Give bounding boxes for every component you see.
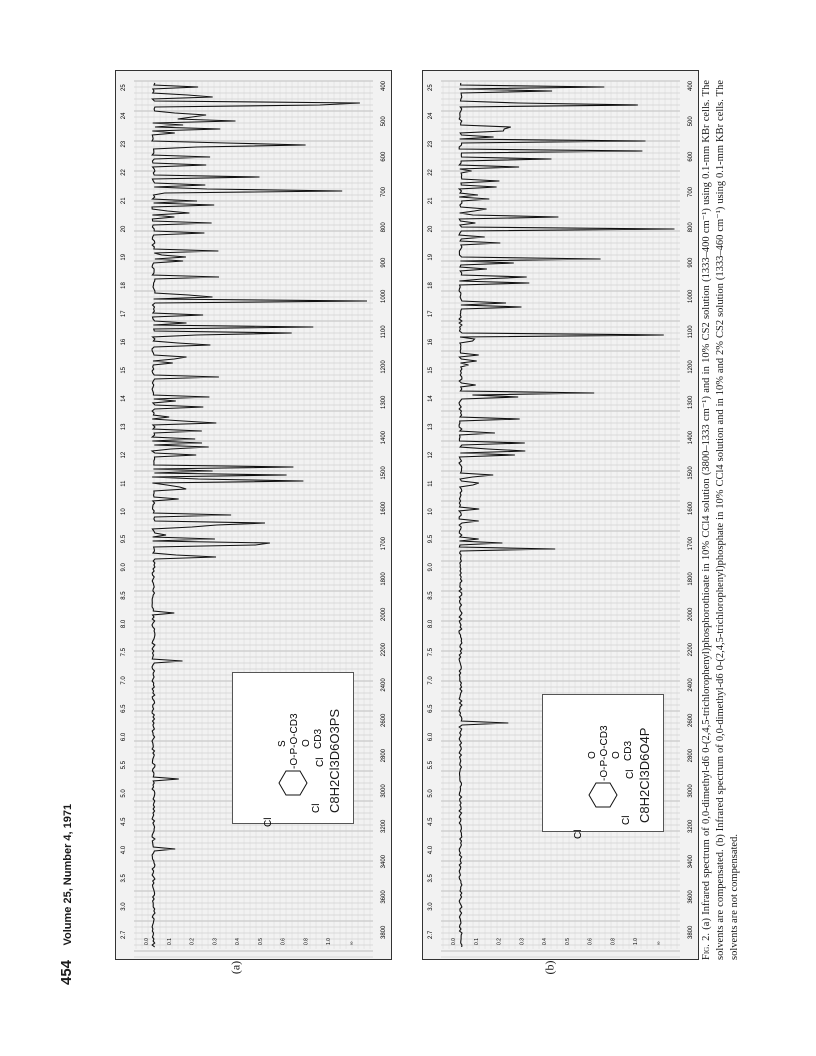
- absorbance-tick: 0.3: [519, 938, 526, 945]
- wavenumber-tick: 400: [381, 80, 387, 91]
- wavenumber-tick: 900: [381, 257, 387, 268]
- wavenumber-tick: 1700: [688, 536, 694, 551]
- wavenumber-tick: 3000: [381, 784, 387, 798]
- wavelength-tick: 7.5: [428, 647, 434, 657]
- wavenumber-tick: 2400: [688, 678, 694, 692]
- wavenumber-tick: 2800: [688, 748, 694, 763]
- wavelength-tick: 15: [428, 366, 434, 374]
- spectrum-a-plot: [116, 71, 391, 959]
- absorbance-tick: 0.3: [212, 938, 219, 945]
- wavelength-tick: 16: [121, 338, 127, 346]
- wavenumber-tick: 700: [688, 186, 694, 197]
- wavenumber-tick: 1500: [688, 466, 694, 480]
- wavenumber-tick: 2800: [381, 748, 387, 763]
- wavelength-tick: 22: [428, 169, 434, 176]
- absorbance-tick: 1.0: [326, 938, 333, 945]
- wavelength-tick: 6.5: [121, 704, 127, 713]
- wavelength-tick: 4.5: [428, 817, 434, 826]
- wavelength-tick: 10: [121, 508, 127, 515]
- panel-label-a: (a): [228, 960, 243, 975]
- absorbance-tick: 0.1: [166, 938, 173, 945]
- absorbance-tick: ∞: [349, 941, 355, 945]
- absorbance-tick: 0.6: [587, 938, 594, 945]
- wavelength-tick: 6.0: [428, 732, 434, 742]
- wavelength-tick: 14: [121, 395, 127, 402]
- wavenumber-tick: 900: [688, 257, 694, 268]
- wavenumber-tick: 3800: [381, 925, 387, 939]
- wavelength-tick: 25: [121, 84, 127, 91]
- wavenumber-tick: 400: [688, 80, 694, 91]
- wavelength-tick: 4.0: [428, 845, 434, 855]
- wavelength-tick: 6.0: [121, 732, 127, 742]
- wavenumber-tick: 2200: [688, 642, 694, 657]
- absorbance-tick: 0.5: [257, 938, 264, 945]
- wavelength-tick: 3.5: [428, 874, 434, 883]
- wavelength-tick: 13: [428, 423, 434, 431]
- page-footer: [58, 745, 80, 985]
- wavelength-tick: 3.5: [121, 874, 127, 883]
- s-label: S: [277, 740, 288, 747]
- wavenumber-tick: 1800: [381, 572, 387, 586]
- wavenumber-tick: 3600: [688, 890, 694, 904]
- wavelength-tick: 9.0: [428, 563, 434, 572]
- wavelength-tick: 17: [121, 310, 127, 318]
- absorbance-tick: 0.4: [235, 938, 242, 945]
- wavenumber-tick: 1700: [381, 536, 387, 551]
- wavelength-tick: 23: [121, 140, 127, 148]
- wavelength-tick: 9.0: [121, 563, 127, 572]
- wavenumber-tick: 1400: [381, 430, 387, 445]
- formula-b: C8H2Cl3D6O4P: [637, 727, 652, 823]
- absorbance-tick: 0.5: [564, 938, 571, 945]
- page-number: 454: [58, 959, 75, 985]
- wavenumber-tick: 1600: [381, 501, 387, 515]
- wavelength-tick: 2.7: [428, 930, 434, 939]
- wavelength-tick: 12: [121, 451, 127, 459]
- wavelength-tick: 4.0: [121, 845, 127, 855]
- wavenumber-tick: 1800: [688, 572, 694, 586]
- wavelength-tick: 21: [428, 197, 434, 205]
- wavenumber-tick: 3200: [688, 819, 694, 833]
- wavenumber-tick: 1500: [381, 466, 387, 480]
- absorbance-tick: 0.2: [496, 938, 503, 945]
- wavelength-tick: 3.0: [428, 902, 434, 911]
- wavelength-tick: 23: [428, 140, 434, 148]
- o-label: O: [301, 739, 312, 747]
- wavelength-tick: 7.0: [428, 676, 434, 685]
- wavelength-tick: 3.0: [121, 902, 127, 911]
- wavelength-tick: 5.5: [428, 761, 434, 770]
- wavelength-tick: 11: [121, 480, 127, 487]
- wavelength-tick: 12: [428, 451, 434, 459]
- wavelength-tick: 10: [428, 508, 434, 515]
- wavenumber-tick: 1300: [381, 395, 387, 409]
- caption-text: (a) Infrared spectrum of 0,0-dimethyl-d6 0-(2,4,5-trichlorophenyl)phosphorothioate in 10% CCl4 solution (3800–1333 cm⁻¹) and in 10% CS2 solution (1333–400 cm⁻¹) using 0.1-mm KBr cells. The solvents are compensated. (b) Infrared spectrum of 0,0-dimethyl-d6 0-(2,4,5-trichlorophenyl)phosphate in 10% CCl4 solution and in 10% and 2% CS2 solution (1333–460 cm⁻¹) using 0.1-mm KBr cells. The solvents are not compensated.: [701, 79, 740, 960]
- wavenumber-tick: 600: [688, 151, 694, 162]
- wavelength-tick: 24: [428, 112, 434, 120]
- cl-label-1: Cl: [573, 829, 584, 839]
- wavenumber-tick: 3800: [688, 925, 694, 939]
- wavelength-tick: 16: [428, 338, 434, 346]
- absorbance-tick: 0.0: [451, 938, 457, 945]
- wavenumber-tick: 2600: [381, 713, 387, 727]
- wavelength-tick: 20: [121, 225, 127, 233]
- wavenumber-tick: 1100: [381, 325, 387, 339]
- absorbance-tick: 0.2: [189, 938, 196, 945]
- wavelength-tick: 8.0: [428, 619, 434, 629]
- wavenumber-tick: 600: [381, 151, 387, 162]
- wavenumber-tick: 3600: [381, 890, 387, 904]
- wavenumber-tick: 2000: [381, 607, 387, 621]
- wavelength-tick: 25: [428, 84, 434, 91]
- wavelength-tick: 24: [121, 112, 127, 120]
- structure-box-a: [232, 672, 354, 827]
- wavenumber-tick: 500: [381, 116, 387, 127]
- wavelength-tick: 6.5: [428, 704, 434, 713]
- cl-label-2: Cl: [311, 803, 322, 813]
- absorbance-tick: 0.8: [303, 938, 310, 945]
- wavelength-tick: 7.0: [121, 676, 127, 685]
- wavenumber-tick: 3200: [381, 819, 387, 833]
- wavenumber-tick: 500: [688, 116, 694, 127]
- absorbance-tick: 0.1: [473, 938, 480, 945]
- wavenumber-tick: 1000: [381, 289, 387, 303]
- wavelength-tick: 9.5: [428, 534, 434, 544]
- figure-caption: [700, 80, 756, 960]
- wavenumber-tick: 1100: [688, 325, 694, 339]
- wavelength-tick: 15: [121, 366, 127, 374]
- absorbance-tick: 0.0: [144, 938, 150, 945]
- wavelength-tick: 21: [121, 197, 127, 205]
- wavelength-tick: 9.5: [121, 534, 127, 544]
- wavelength-tick: 11: [428, 480, 434, 487]
- wavenumber-tick: 1400: [688, 430, 694, 445]
- wavelength-tick: 14: [428, 395, 434, 402]
- caption-prefix: Fig. 2.: [701, 933, 712, 960]
- chain-label: -O-P-O-CD3: [289, 713, 300, 769]
- wavelength-tick: 19: [121, 253, 127, 261]
- wavelength-tick: 19: [428, 253, 434, 261]
- o-label: O: [611, 751, 622, 759]
- cl-label-2: Cl: [621, 815, 632, 825]
- absorbance-tick: 1.0: [633, 938, 640, 945]
- wavenumber-tick: 1200: [688, 360, 694, 374]
- wavenumber-tick: 2400: [381, 678, 387, 692]
- wavelength-tick: 13: [121, 423, 127, 431]
- absorbance-tick: 0.4: [542, 938, 549, 945]
- absorbance-tick: 0.6: [280, 938, 287, 945]
- wavelength-tick: 20: [428, 225, 434, 233]
- panel-label-b: (b): [542, 960, 557, 975]
- wavelength-tick: 22: [121, 169, 127, 176]
- wavelength-tick: 18: [121, 282, 127, 289]
- wavelength-tick: 7.5: [121, 647, 127, 657]
- wavenumber-tick: 2600: [688, 713, 694, 727]
- absorbance-tick: ∞: [656, 941, 662, 945]
- wavenumber-tick: 800: [381, 222, 387, 233]
- cd3-label: CD3: [313, 728, 324, 749]
- wavelength-tick: 5.0: [121, 789, 127, 798]
- cl-label-1: Cl: [263, 817, 274, 827]
- wavenumber-tick: 700: [381, 186, 387, 197]
- spectrum-panel-a: [115, 70, 392, 960]
- wavelength-tick: 8.5: [428, 591, 434, 600]
- cl-label-3: Cl: [625, 769, 636, 779]
- wavelength-tick: 17: [428, 310, 434, 318]
- wavelength-tick: 4.5: [121, 817, 127, 826]
- wavelength-tick: 2.7: [121, 930, 127, 939]
- wavenumber-tick: 1000: [688, 289, 694, 303]
- o-top-label: O: [587, 751, 598, 759]
- wavenumber-tick: 2200: [381, 642, 387, 657]
- wavelength-tick: 5.5: [121, 761, 127, 770]
- wavelength-tick: 18: [428, 282, 434, 289]
- wavenumber-tick: 1600: [688, 501, 694, 515]
- wavelength-tick: 8.0: [121, 619, 127, 629]
- wavenumber-tick: 1200: [381, 360, 387, 374]
- journal-issue: Volume 25, Number 4, 1971: [62, 803, 74, 946]
- structure-box-b: [542, 694, 664, 839]
- wavenumber-tick: 3400: [688, 854, 694, 869]
- chain-label: -O-P-O-CD3: [599, 725, 610, 781]
- absorbance-tick: 0.8: [610, 938, 617, 945]
- cl-label-3: Cl: [315, 757, 326, 767]
- wavenumber-tick: 2000: [688, 607, 694, 621]
- cd3-label: CD3: [623, 740, 634, 761]
- formula-a: C8H2Cl3D6O3PS: [327, 708, 342, 813]
- wavelength-tick: 5.0: [428, 789, 434, 798]
- wavenumber-tick: 3400: [381, 854, 387, 869]
- wavenumber-tick: 1300: [688, 395, 694, 409]
- wavenumber-tick: 800: [688, 222, 694, 233]
- wavenumber-tick: 3000: [688, 784, 694, 798]
- wavelength-tick: 8.5: [121, 591, 127, 600]
